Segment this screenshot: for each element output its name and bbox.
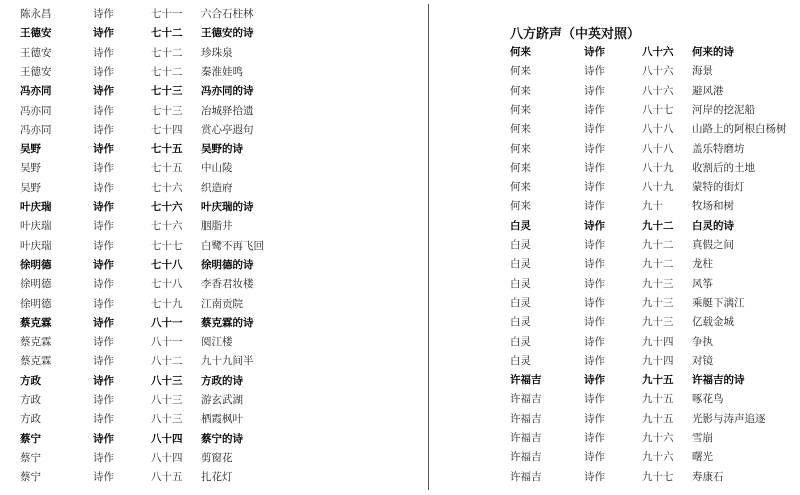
poem-title: 牧场和树 <box>692 200 734 213</box>
category-label: 诗作 <box>584 258 605 271</box>
page-number: 七十九 <box>151 297 183 310</box>
page-number: 九十四 <box>642 335 674 348</box>
poem-title: 胭脂井 <box>201 220 233 233</box>
category-label: 诗作 <box>584 393 605 406</box>
author-name: 吴野 <box>20 143 41 156</box>
author-name: 白灵 <box>510 219 531 232</box>
author-name: 方政 <box>20 394 41 406</box>
category-label: 诗作 <box>584 84 605 97</box>
page-number: 八十三 <box>151 374 183 387</box>
page-number: 八十五 <box>151 471 183 484</box>
page-number: 八十八 <box>642 142 674 155</box>
author-name: 许福吉 <box>510 412 542 425</box>
category-label: 诗作 <box>93 46 114 59</box>
poem-title: 乘艇下漓江 <box>692 296 745 309</box>
author-name: 何来 <box>510 142 531 155</box>
author-name: 蔡宁 <box>20 451 41 464</box>
page-number: 八十九 <box>642 161 674 174</box>
category-label: 诗作 <box>584 181 605 194</box>
author-name: 何来 <box>510 161 531 174</box>
poem-title: 秦淮娃鸣 <box>201 65 243 78</box>
poem-title: 山路上的阿根白杨树 <box>692 123 787 136</box>
page-number: 九十 <box>642 200 663 213</box>
category-label: 诗作 <box>93 239 114 252</box>
category-label: 诗作 <box>584 412 605 425</box>
poem-title: 河岸的挖泥船 <box>692 103 755 116</box>
author-name: 冯亦同 <box>20 123 52 136</box>
author-name: 陈永昌 <box>20 8 52 20</box>
poem-title: 许福吉的诗 <box>692 374 745 387</box>
author-name: 吴野 <box>20 162 41 175</box>
category-label: 诗作 <box>584 239 605 251</box>
category-label: 诗作 <box>93 85 114 98</box>
category-label: 诗作 <box>584 277 605 290</box>
page-number: 八十六 <box>642 46 674 58</box>
author-name: 白灵 <box>510 277 531 290</box>
page-number: 九十六 <box>642 451 674 464</box>
page-number: 八十九 <box>642 181 674 194</box>
category-label: 诗作 <box>93 432 114 445</box>
poem-title: 织造府 <box>201 181 233 194</box>
author-name: 叶庆瑞 <box>20 220 52 233</box>
poem-title: 九十九间半 <box>201 355 254 368</box>
category-label: 诗作 <box>93 258 114 271</box>
poem-title: 真假之间 <box>692 239 734 251</box>
page-number: 九十三 <box>642 277 674 290</box>
poem-title: 对镜 <box>692 354 713 367</box>
category-label: 诗作 <box>584 200 605 213</box>
author-name: 徐明德 <box>20 297 52 310</box>
category-label: 诗作 <box>93 220 114 233</box>
author-name: 白灵 <box>510 258 531 271</box>
poem-title: 啄花鸟 <box>692 393 724 406</box>
author-name: 何来 <box>510 46 531 58</box>
page-number: 九十五 <box>642 412 674 425</box>
poem-title: 蒙特的街灯 <box>692 181 745 194</box>
category-label: 诗作 <box>584 296 605 309</box>
poem-title: 蔡克霖的诗 <box>201 316 254 329</box>
poem-title: 争执 <box>692 335 713 348</box>
poem-title: 白鹭不再飞回 <box>201 239 264 252</box>
page-number: 九十二 <box>642 219 674 232</box>
category-label: 诗作 <box>584 123 605 136</box>
category-label: 诗作 <box>93 104 114 117</box>
author-name: 何来 <box>510 181 531 194</box>
poem-title: 李香君妆楼 <box>201 278 254 291</box>
page-number: 九十五 <box>642 393 674 406</box>
author-name: 王德安 <box>20 46 52 59</box>
category-label: 诗作 <box>584 354 605 367</box>
category-label: 诗作 <box>93 336 114 349</box>
category-label: 诗作 <box>93 413 114 426</box>
author-name: 王德安 <box>20 65 52 78</box>
author-name: 白灵 <box>510 354 531 367</box>
page-number: 七十三 <box>151 104 183 117</box>
category-label: 诗作 <box>93 355 114 368</box>
poem-title: 王德安的诗 <box>201 27 254 40</box>
page-number: 九十三 <box>642 296 674 309</box>
category-label: 诗作 <box>93 27 114 40</box>
author-name: 何来 <box>510 103 531 116</box>
category-label: 诗作 <box>93 394 114 406</box>
page-number: 七十二 <box>151 27 183 40</box>
poem-title: 风筝 <box>692 277 713 290</box>
page-number: 七十四 <box>151 123 183 136</box>
category-label: 诗作 <box>584 451 605 464</box>
page-number: 八十八 <box>642 123 674 136</box>
category-label: 诗作 <box>584 432 605 444</box>
category-label: 诗作 <box>584 335 605 348</box>
poem-title: 避风港 <box>692 84 724 97</box>
page-number: 八十一 <box>151 316 183 329</box>
author-name: 吴野 <box>20 181 41 194</box>
poem-title: 江南贡院 <box>201 297 243 310</box>
author-name: 方政 <box>20 413 41 426</box>
author-name: 叶庆瑞 <box>20 201 52 213</box>
page-number: 七十六 <box>151 220 183 233</box>
page-number: 七十八 <box>151 258 183 271</box>
page-number: 九十四 <box>642 354 674 367</box>
page-number: 七十六 <box>151 201 183 213</box>
author-name: 冯亦同 <box>20 104 52 117</box>
author-name: 何来 <box>510 123 531 136</box>
poem-title: 龙柱 <box>692 258 713 271</box>
author-name: 白灵 <box>510 316 531 329</box>
category-label: 诗作 <box>584 142 605 155</box>
page-number: 七十二 <box>151 46 183 59</box>
author-name: 许福吉 <box>510 451 542 464</box>
category-label: 诗作 <box>93 162 114 175</box>
category-label: 诗作 <box>93 201 114 213</box>
page-number: 九十六 <box>642 432 674 444</box>
author-name: 蔡宁 <box>20 432 41 445</box>
page-number: 八十三 <box>151 413 183 426</box>
poem-title: 亿载金城 <box>692 316 734 329</box>
author-name: 王德安 <box>20 27 52 40</box>
poem-title: 蔡宁的诗 <box>201 432 243 445</box>
poem-title: 盖乐特磨坊 <box>692 142 745 155</box>
author-name: 何来 <box>510 65 531 78</box>
category-label: 诗作 <box>93 451 114 464</box>
category-label: 诗作 <box>93 374 114 387</box>
page-number: 七十五 <box>151 162 183 175</box>
author-name: 徐明德 <box>20 278 52 291</box>
author-name: 蔡宁 <box>20 471 41 484</box>
category-label: 诗作 <box>93 471 114 484</box>
poem-title: 吴野的诗 <box>201 143 243 156</box>
poem-title: 中山陵 <box>201 162 233 175</box>
poem-title: 方政的诗 <box>201 374 243 387</box>
page-number: 八十一 <box>151 336 183 349</box>
category-label: 诗作 <box>584 374 605 387</box>
author-name: 叶庆瑞 <box>20 239 52 252</box>
poem-title: 栖霞枫叶 <box>201 413 243 426</box>
page-number: 九十二 <box>642 258 674 271</box>
author-name: 冯亦同 <box>20 85 52 98</box>
author-name: 白灵 <box>510 296 531 309</box>
category-label: 诗作 <box>584 161 605 174</box>
author-name: 蔡克霖 <box>20 316 52 329</box>
category-label: 诗作 <box>584 103 605 116</box>
page-number: 七十八 <box>151 278 183 291</box>
page-number: 八十二 <box>151 355 183 368</box>
category-label: 诗作 <box>584 470 605 483</box>
category-label: 诗作 <box>93 278 114 291</box>
author-name: 许福吉 <box>510 432 542 444</box>
category-label: 诗作 <box>93 143 114 156</box>
author-name: 方政 <box>20 374 41 387</box>
column-divider <box>428 4 429 490</box>
author-name: 许福吉 <box>510 374 542 387</box>
page-number: 七十一 <box>151 8 183 20</box>
category-label: 诗作 <box>93 297 114 310</box>
category-label: 诗作 <box>93 123 114 136</box>
category-label: 诗作 <box>93 316 114 329</box>
page-number: 八十四 <box>151 451 183 464</box>
poem-title: 冶城驿拾遗 <box>201 104 254 117</box>
page-number: 七十五 <box>151 143 183 156</box>
page-number: 九十七 <box>642 470 674 483</box>
section-title: 八方跻声（中英对照） <box>510 27 641 42</box>
poem-title: 冯亦同的诗 <box>201 85 254 98</box>
page-number: 八十六 <box>642 65 674 78</box>
poem-title: 曙光 <box>692 451 713 464</box>
author-name: 白灵 <box>510 335 531 348</box>
poem-title: 六合石柱林 <box>201 8 254 20</box>
poem-title: 游玄武湖 <box>201 394 243 406</box>
poem-title: 叶庆瑞的诗 <box>201 201 254 213</box>
poem-title: 何来的诗 <box>692 46 734 58</box>
page-number: 九十五 <box>642 374 674 387</box>
category-label: 诗作 <box>93 65 114 78</box>
author-name: 何来 <box>510 84 531 97</box>
poem-title: 光影与涛声追逐 <box>692 412 766 425</box>
page-number: 九十三 <box>642 316 674 329</box>
poem-title: 海景 <box>692 65 713 78</box>
author-name: 徐明德 <box>20 258 52 271</box>
poem-title: 收割后的土地 <box>692 161 755 174</box>
poem-title: 白灵的诗 <box>692 219 734 232</box>
author-name: 何来 <box>510 200 531 213</box>
poem-title: 雪崩 <box>692 432 713 444</box>
poem-title: 赏心亭遐句 <box>201 123 254 136</box>
category-label: 诗作 <box>93 8 114 20</box>
category-label: 诗作 <box>584 46 605 58</box>
page-number: 七十六 <box>151 181 183 194</box>
category-label: 诗作 <box>584 219 605 232</box>
poem-title: 扎花灯 <box>201 471 233 484</box>
author-name: 蔡克霖 <box>20 336 52 349</box>
author-name: 白灵 <box>510 239 531 251</box>
page-number: 八十六 <box>642 84 674 97</box>
page-number: 九十二 <box>642 239 674 251</box>
poem-title: 剪窗花 <box>201 451 233 464</box>
author-name: 许福吉 <box>510 470 542 483</box>
page-number: 八十三 <box>151 394 183 406</box>
page-number: 七十二 <box>151 65 183 78</box>
poem-title: 珍珠泉 <box>201 46 233 59</box>
poem-title: 阅江楼 <box>201 336 233 349</box>
page-number: 七十三 <box>151 85 183 98</box>
poem-title: 徐明德的诗 <box>201 258 254 271</box>
poem-title: 寿康石 <box>692 470 724 483</box>
page-number: 七十七 <box>151 239 183 252</box>
category-label: 诗作 <box>584 316 605 329</box>
author-name: 许福吉 <box>510 393 542 406</box>
page-number: 八十七 <box>642 103 674 116</box>
author-name: 蔡克霖 <box>20 355 52 368</box>
page-number: 八十四 <box>151 432 183 445</box>
category-label: 诗作 <box>93 181 114 194</box>
category-label: 诗作 <box>584 65 605 78</box>
